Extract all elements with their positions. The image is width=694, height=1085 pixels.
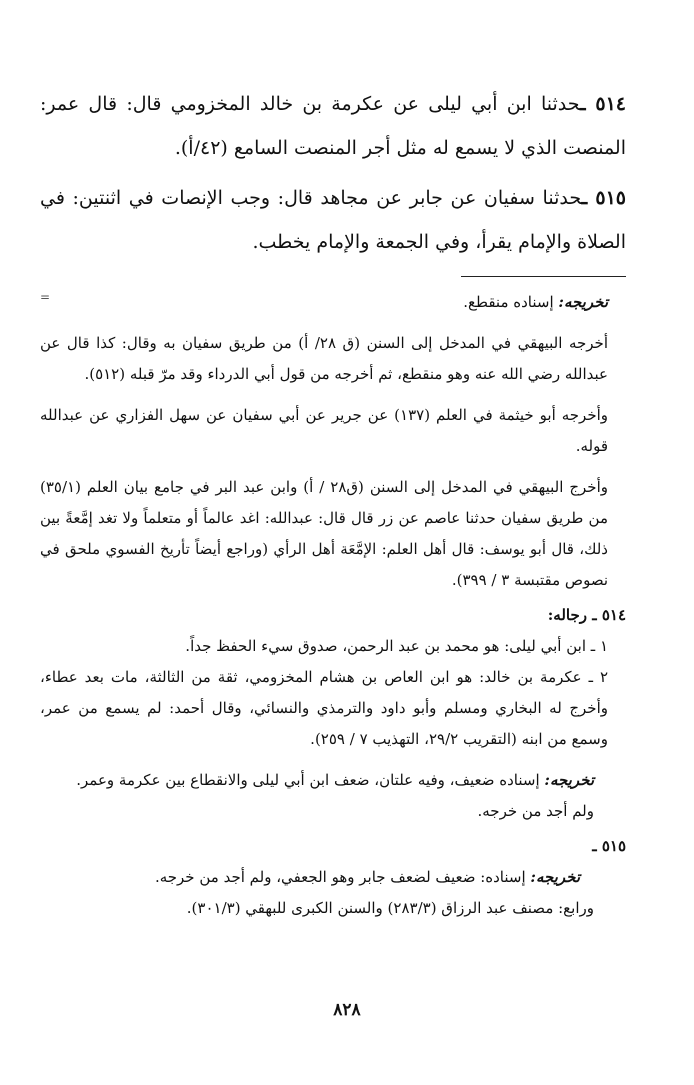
narrator-1: ١ ـ ابن أبي ليلى: هو محمد بن عبد الرحمن، صدوق سيء الحفظ جداً. <box>185 637 608 655</box>
hadith-515-number: ٥١٥ ـ <box>581 187 626 209</box>
takhrij-note-1 <box>40 287 626 318</box>
takhrij-515-text: إسناده: ضعيف لضعف جابر وهو الجعفي، ولم أجد من خرجه. <box>154 868 526 886</box>
footnote-divider <box>461 276 626 277</box>
note-bayhaqi-2: وأخرج البيهقي في المدخل إلى السنن (ق٢٨ / أ) وابن عبد البر في جامع بيان العلم (٣٥/١) من طريق سفيان حدثنا عاصم عن زر قال قال: عبدالله: اغد عالماً أو متعلماً ولا تغد إمَّعةً بين ذلك، قال أبو يوسف: قال أهل العلم: الإمَّعَة أهل الرأي (وراجع أيضاً تأريخ الفسوي ملحق في نصوص مقتبسة ٣ / ٣٩٩). <box>40 478 608 589</box>
takhrij-514-text: إسناده ضعيف، وفيه علتان، ضعف ابن أبي ليلى والانقطاع بين عكرمة وعمر. <box>76 771 540 789</box>
takhrij-label: تخريجه: <box>558 293 608 311</box>
hadith-514 <box>40 82 626 170</box>
hadith-515-text: حدثنا سفيان عن جابر عن مجاهد قال: وجب الإنصات في اثنتين: في الصلاة والإمام يقرأ، وفي الجمعة والإمام يخطب. <box>40 187 626 253</box>
page-number: ٨٢٨ <box>333 1000 361 1020</box>
takhrij-515 <box>40 862 626 893</box>
margin-mark: = <box>40 290 51 304</box>
takhrij-515-refs: ورابع: مصنف عبد الرزاق (٢٨٣/٣) والسنن الكبرى للبهقي (٣٠١/٣). <box>186 899 594 917</box>
footnotes <box>40 287 626 924</box>
takhrij-label: تخريجه: <box>544 771 594 789</box>
page-body <box>40 82 626 924</box>
note-bayhaqi-1: أخرجه البيهقي في المدخل إلى السنن (ق ٢٨/ أ) من طريق سفيان به وقال: كذا قال عن عبدالله رضي الله عنه وهو منقطع، ثم أخرجه من قول أبي الدرداء وقد مرّ قبله (٥١٢). <box>40 334 608 383</box>
hadith-514-text: حدثنا ابن أبي ليلى عن عكرمة بن خالد المخزومي قال: قال عمر: المنصت الذي لا يسمع له مثل أجر المنصت السامع (٤٢/أ). <box>40 93 626 159</box>
takhrij-514-b: ولم أجد من خرجه. <box>477 802 594 820</box>
narrator-2: ٢ ـ عكرمة بن خالد: هو ابن العاص بن هشام المخزومي، ثقة من الثالثة، مات بعد عطاء، وأخرج له البخاري ومسلم وأبو داود والترمذي والنسائي، وقال أحمد: لم يسمع من عمر، وسمع من ابنه (التقريب ٢٩/٢، التهذيب ٧ / ٢٥٩). <box>40 668 608 748</box>
takhrij-label: تخريجه: <box>530 868 580 886</box>
hadith-514-number: ٥١٤ ـ <box>580 93 627 115</box>
takhrij-text: إسناده منقطع. <box>463 293 554 311</box>
section-515-heading: ٥١٥ ـ <box>592 837 626 855</box>
takhrij-514 <box>40 765 626 796</box>
note-abu-khaythama: وأخرجه أبو خيثمة في العلم (١٣٧) عن جرير عن أبي سفيان عن سهل الفزاري عن عبدالله قوله. <box>40 406 609 455</box>
section-514-heading: ٥١٤ ـ رجاله: <box>547 606 626 624</box>
hadith-515 <box>40 176 626 264</box>
